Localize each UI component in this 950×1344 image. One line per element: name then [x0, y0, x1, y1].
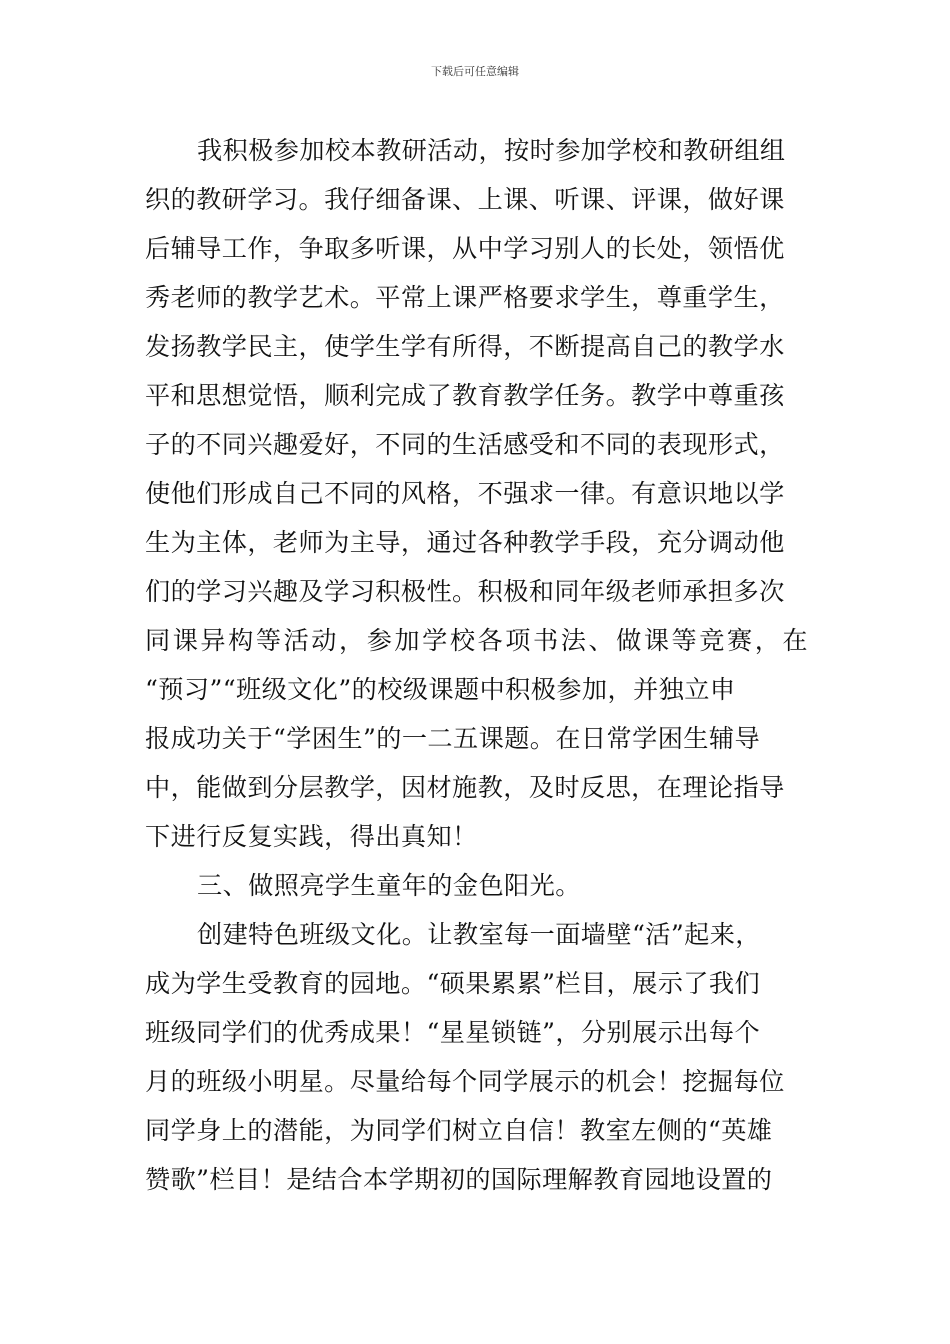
paragraph-line: 们的学习兴趣及学习积极性。积极和同年级老师承担多次: [145, 577, 785, 606]
paragraph-line: 中，能做到分层教学，因材施教，及时反思，在理论指导: [145, 773, 785, 802]
paragraph-line: 下进行反复实践，得出真知！: [145, 822, 478, 851]
paragraph-line: 创建特色班级文化。让教室每一面墙壁“活”起来，: [197, 920, 761, 949]
document-body: [145, 126, 808, 1204]
section-heading: 三、做照亮学生童年的金色阳光。: [197, 871, 581, 900]
paragraph-line: 后辅导工作，争取多听课，从中学习别人的长处，领悟优: [145, 234, 785, 263]
paragraph-line: “预习”“班级文化”的校级课题中积极参加，并独立申: [145, 675, 736, 704]
paragraph-line: 织的教研学习。我仔细备课、上课、听课、评课，做好课: [145, 185, 785, 214]
paragraph-line: 报成功关于“学困生”的一二五课题。在日常学困生辅导: [145, 724, 761, 753]
paragraph-line: 赞歌”栏目！是结合本学期初的国际理解教育园地设置的: [145, 1165, 773, 1194]
paragraph-line: 成为学生受教育的园地。“硕果累累”栏目，展示了我们: [145, 969, 761, 998]
header-note: 下载后可任意编辑: [431, 65, 519, 78]
paragraph-line: 平和思想觉悟，顺利完成了教育教学任务。教学中尊重孩: [145, 381, 785, 410]
paragraph-line: 同课异构等活动，参加学校各项书法、做课等竞赛，在: [145, 626, 808, 655]
paragraph-line: 子的不同兴趣爱好，不同的生活感受和不同的表现形式，: [145, 430, 785, 459]
paragraph-line: 同学身上的潜能，为同学们树立自信！教室左侧的“英雄: [145, 1116, 773, 1145]
paragraph-line: 生为主体，老师为主导，通过各种教学手段，充分调动他: [145, 528, 785, 557]
paragraph-line: 秀老师的教学艺术。平常上课严格要求学生，尊重学生，: [145, 283, 785, 312]
paragraph-line: 月的班级小明星。尽量给每个同学展示的机会！挖掘每位: [145, 1067, 785, 1096]
paragraph-line: 班级同学们的优秀成果！“星星锁链”，分别展示出每个: [145, 1018, 761, 1047]
paragraph-line: 我积极参加校本教研活动，按时参加学校和教研组组: [197, 136, 786, 165]
paragraph-line: 发扬教学民主，使学生学有所得，不断提高自己的教学水: [145, 332, 785, 361]
paragraph-line: 使他们形成自己不同的风格，不强求一律。有意识地以学: [145, 479, 785, 508]
